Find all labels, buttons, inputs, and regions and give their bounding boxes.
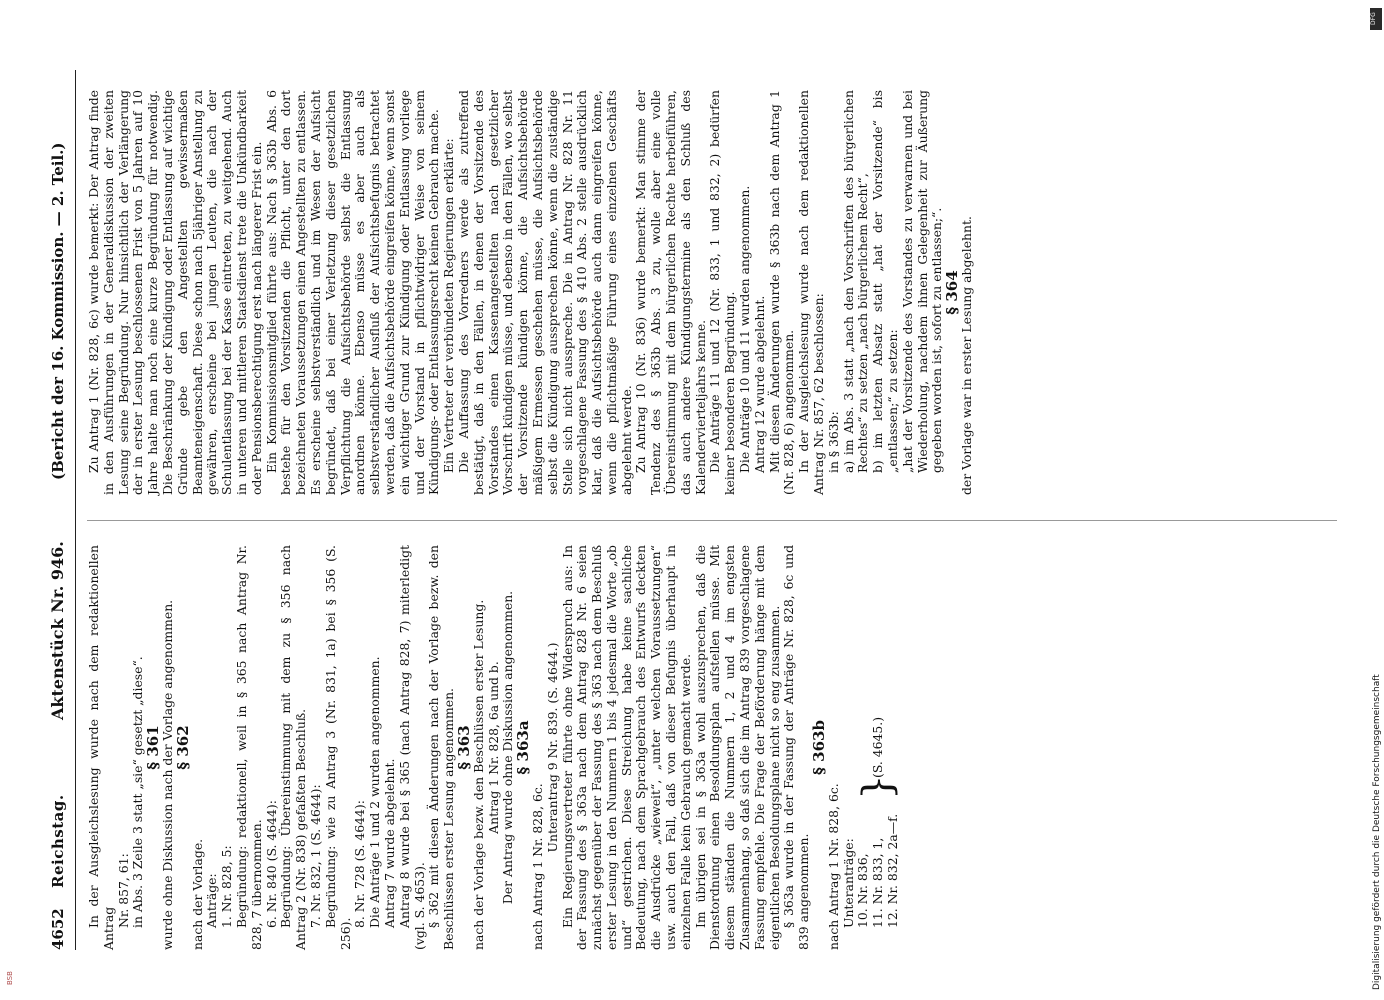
paragraph: Der Antrag wurde ohne Diskussion angenommen. [500,590,516,905]
paragraph: der Vorlage war in erster Lesung abgelehnt. [959,216,975,495]
paragraph: Ein Kommissionsmitglied führte aus: Nach § 363b Abs. 6 bestehe für den Vorsitzenden die Pflicht, unter den dort bezeichneten Voraussetzungen einen Angestellten zu entlassen. Es erscheine selbstverständlich und im Wesen der Aufsicht begründet, daß bei einer Verletzung dieser gesetzlichen Verpflichtung die Aufsichtsbehörde selbst die Entlassung anordnen könne. Ebenso müsse es aber auch als selbstverständlicher Ausfluß der Aufsichtsbefugnis betrachtet werden, daß die Aufsichtsbehörde eingreifen könne, wenn sonst ein wichtiger Grund zur Kündigung oder Entlassung vorliege und der Vorstand in pflichtwidriger Weise von seinem Kündigungs- oder Entlassungsrecht keinen Gebrauch mache. [263,90,442,495]
paragraph: 8. Nr. 728 (S. 4644): [352,800,368,928]
subamendment-line: 10. Nr. 836, [855,853,871,928]
page-header [45,70,76,950]
section-heading: § 363 [454,725,473,770]
paragraph: Die Anträge 10 und 11 wurden angenommen. [737,185,753,473]
document-number: Aktenstück Nr. 946. [48,541,67,720]
paragraph: Antrag 12 wurde abgelehnt. [751,295,767,473]
section-heading: § 363b [810,720,829,775]
paragraph: Im übrigen sei in § 363a wohl auszusprechen, daß die Dienstordnung einen Besoldungsplan aufstellen müsse. Mit diesem ständen die Nummern 1, 2 und 4 im engsten Zusammenhang, so daß sich die im Antrag 839 vorgeschlagene Fassung empfehle. Die Frage der Beförderung hänge mit dem eigentlichen Besoldungsplane nicht so eng zusammen. [692,545,782,950]
library-mark: BSB [6,971,14,985]
paragraph: Anträge: [204,873,220,928]
paragraph: Antrag 1 Nr. 828, 6a und b. [485,661,501,834]
paragraph: Ein Regierungsvertreter führte ohne Widerspruch aus: In der Fassung des § 363a nach dem Antrag 828 Nr. 6 seien zunächst gegenüber der Fassung des § 363 nach dem Beschluß erster Lesung in den Nummern 1 bis 4 jedesmal die Worte „ob und“ gestrichen. Diese Streichung habe keine sachliche Bedeutung, nach dem Sprachgebrauch des Entwurfs deckten die Ausdrücke „wieweit“, „unter welchen Voraussetzungen“ usw. auch den Fall, daß von dieser Befugnis überhaupt in einzelnen Falle kein Gebrauch gemacht werde. [559,545,693,950]
paragraph: Begründung: redaktionell, weil in § 365 nach Antrag Nr. 828, 7 übernommen. [233,545,264,950]
paragraph: 6. Nr. 840 (S. 4644): [263,800,279,928]
paragraph: Nr. 857, 61: [115,853,131,928]
section-heading: § 364 [943,270,962,315]
paragraph: § 363a wurde in der Fassung der Anträge Nr. 828, 6c und 839 angenommen. [781,545,812,950]
paragraph: Zu Antrag 1 (Nr. 828, 6c) wurde bemerkt: Der Antrag finde in den Ausführungen in der Generaldiskussion der zweiten Lesung seine Begründung. Nur hinsichtlich der Verlängerung der in erster Lesung beschlossenen Frist von 5 Jahren auf 10 Jahre halte man noch eine kurze Begründung für notwendig. Die Beschränkung der Kündigung oder Entlassung auf wichtige Gründe gebe den Angestellten gewissermaßen Beamteneigenschaft. Diese schon nach 5jähriger Anstellung zu gewähren, erscheine bei jungen Leuten, die nach der Schulentlassung bei der Kasse eintreten, zu weitgehend. Auch in unteren und mittleren Staatsdienst trete die Unkündbarkeit oder Pensionsberechtigung erst nach längerer Frist ein. [86,90,264,495]
paragraph: Unterantrag 9 Nr. 839. (S. 4644.) [544,642,560,853]
running-title: Reichstag. [49,794,67,888]
section-heading: § 363a [514,720,533,775]
paragraph: wurde ohne Diskussion nach der Vorlage angenommen. [159,599,175,950]
paragraph: Mit diesen Änderungen wurde § 363b nach dem Antrag 1 (Nr. 828, 6) angenommen. [766,90,797,495]
paragraph: Antrag 7 wurde abgelehnt. [381,758,397,928]
dfg-logo: DFG [1370,8,1382,30]
paragraph: Die Anträge 11 und 12 (Nr. 833, 1 und 832, 2) bedürfen keiner besonderen Begründung. [707,90,738,495]
paragraph: In der Ausgleichslesung wurde nach dem redaktionellen Antrag [86,545,116,950]
column-divider [87,520,1337,521]
paragraph: b) im letzten Absatz statt „hat der Vorsitzende“ bis „entlassen;“ zu setzen: [870,90,901,473]
paragraph: § 362 mit diesen Änderungen nach der Vorlage bezw. den Beschlüssen erster Lesung angenommen. [426,545,457,950]
paragraph: Unteranträge: [840,838,856,928]
paragraph: in Abs. 3 Zeile 3 statt „sie“ gesetzt „diese“. [130,656,146,928]
paragraph: Die Auffassung des Vorredners werde als zutreffend bestätigt, daß in den Fällen, in denen der Vorsitzende des Vorstandes einen Kassenangestellten nach gesetzlicher Vorschrift kündigen müsse, und ebenso in den Fällen, wo selbst der Vorsitzende kündigen könne, die Aufsichtsbehörde mäßigem Ermessen geschehen müsse, die Aufsichtsbehörde selbst die Kündigung aussprechen könne, wenn die zuständige Stelle sich nicht ausspreche. Die in Antrag Nr. 828 Nr. 11 vorgeschlagene Fassung des § 410 Abs. 2 stelle ausdrücklich klar, daß die Aufsichtsbehörde auch dann eingreifen könne, wenn die pflichtmäßige Führung eines einzelnen Geschäfts abgelehnt werde. [455,90,634,495]
paragraph: Antrag 8 wurde bei § 365 (nach Antrag 828, 7) miterledigt (vgl. S. 4653). [396,545,427,950]
paragraph: Ein Vertreter der verbündeten Regierungen erklärte: [441,138,457,473]
subamendment-group [856,545,901,950]
page-reference: (S. 4645.) [870,716,886,778]
paragraph: nach der Vorlage bezw. den Beschlüssen erster Lesung. [470,599,486,950]
brace-glyph: } [855,774,902,800]
rotated-page [45,70,1345,950]
paragraph: In der Ausgleichslesung wurde nach dem redaktionellen Antrag Nr. 857, 62 beschlossen: [796,90,827,495]
report-title: (Bericht der 16. Kommission. — 2. Teil.) [49,142,67,480]
paragraph: nach Antrag 1 Nr. 828, 6c. [825,783,841,950]
subamendment-line: 11. Nr. 833, 1, [870,837,886,928]
paragraph: nach Antrag 1 Nr. 828, 6c. [529,783,545,950]
paragraph: in § 363b: [825,411,841,473]
paragraph: Zu Antrag 10 (Nr. 836) wurde bemerkt: Man stimme der Tendenz des § 363b Abs. 3 zu, wolle aber eine volle Übereinstimmung mit dem bürgerlichen Rechte herbeiführen, das auch andere Kündigungstermine als den Schluß des Kalendervierteljahrs kenne. [633,90,708,495]
funding-credit: Digitalisierung gefördert durch die Deutsche Forschungsgemeinschaft [1372,674,1382,990]
paragraph: Die Anträge 1 und 2 wurden angenommen. [367,656,383,928]
page-number: 4652 [49,908,67,950]
paragraph: Begründung: Übereinstimmung mit dem zu § 356 nach Antrag 2 (Nr. 838) gefaßten Beschluß. [278,545,309,950]
left-column [87,545,901,950]
right-column [87,90,975,495]
paragraph: a) im Abs. 3 statt „nach den Vorschriften des bürgerlichen Rechtes“ zu setzen „nach bürgerlichem Recht“, [840,90,871,473]
paragraph: „hat der Vorsitzende des Vorstandes zu verwarnen und bei Wiederholung, nachdem ihnen Gelegenheit zur Äußerung gegeben worden ist, sofort zu entlassen;“. [899,90,945,473]
paragraph: nach der Vorlage. [189,838,205,950]
paragraph: 1. Nr. 828, 5: [219,845,235,928]
section-heading: § 361 [144,725,163,770]
subamendment-line: 12. Nr. 832, 2a—f. [885,813,901,928]
paragraph: 7. Nr. 832, 1 (S. 4644): [307,784,323,928]
paragraph: Begründung: wie zu Antrag 3 (Nr. 831, 1a) bei § 356 (S. 256). [322,545,353,950]
section-heading: § 362 [173,725,192,770]
